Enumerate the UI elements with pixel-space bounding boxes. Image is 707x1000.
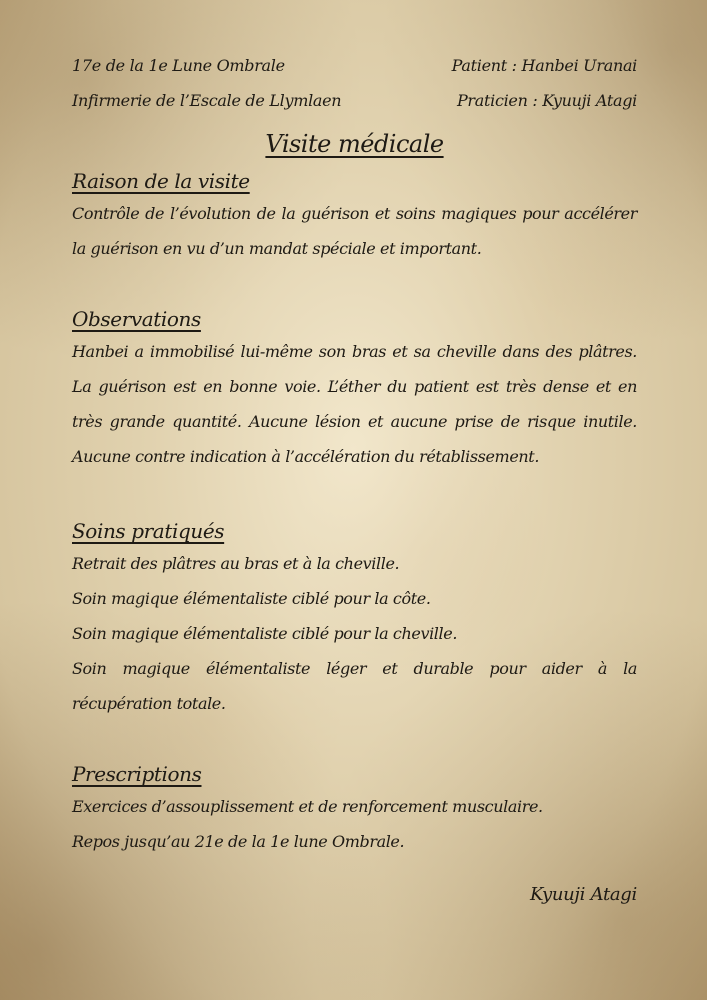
care-item: Soin magique élémentaliste ciblé pour la côte. bbox=[72, 589, 431, 608]
medical-report bbox=[72, 48, 637, 958]
section-heading-prescriptions: Prescriptions bbox=[72, 762, 202, 786]
section-heading-care: Soins pratiqués bbox=[72, 519, 225, 543]
document-title: Visite médicale bbox=[265, 130, 444, 158]
prescription-item: Repos jusqu’au 21e de la 1e lune Ombrale. bbox=[72, 832, 405, 851]
patient-name: Patient : Hanbei Uranai bbox=[451, 56, 637, 75]
care-item: Soin magique élémentaliste ciblé pour la cheville. bbox=[72, 624, 458, 643]
header-row-1 bbox=[72, 48, 637, 83]
section-prescriptions bbox=[72, 759, 637, 859]
report-place: Infirmerie de l’Escale de Llymlaen bbox=[72, 91, 342, 110]
section-heading-reason: Raison de la visite bbox=[72, 169, 250, 193]
header-row-2 bbox=[72, 83, 637, 118]
section-heading-observations: Observations bbox=[72, 307, 201, 331]
section-care bbox=[72, 516, 637, 721]
care-item: Soin magique élémentaliste léger et durable pour aider à la récupération totale. bbox=[72, 659, 637, 713]
section-reason bbox=[72, 166, 637, 266]
signature: Kyuuji Atagi bbox=[529, 884, 637, 905]
report-date: 17e de la 1e Lune Ombrale bbox=[72, 56, 285, 75]
reason-text: Contrôle de l’évolution de la guérison et soins magiques pour accélérer la guérison en vu d’un mandat spéciale et important. bbox=[72, 204, 637, 258]
care-item: Retrait des plâtres au bras et à la cheville. bbox=[72, 554, 400, 573]
section-observations bbox=[72, 304, 637, 474]
prescription-item: Exercices d’assouplissement et de renforcement musculaire. bbox=[72, 797, 543, 816]
practitioner-name: Praticien : Kyuuji Atagi bbox=[456, 91, 637, 110]
observations-text: Hanbei a immobilisé lui-même son bras et sa cheville dans des plâtres. La guérison est en bonne voie. L’éther du patient est très dense et en très grande quantité. Aucune lésion et aucune prise de risque inutile. Aucune contre indication à l’accélération du rétablissement. bbox=[72, 342, 637, 466]
